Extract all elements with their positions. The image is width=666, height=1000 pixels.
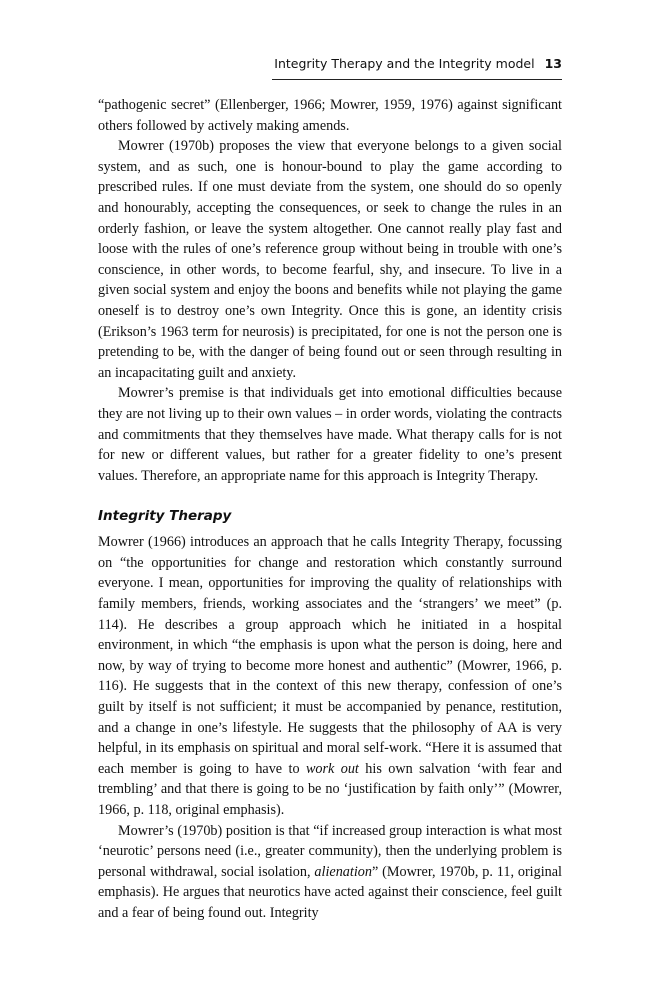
paragraph-5-part-a: Mowrer’s (1970b) position is that “if increased group interaction is what most ‘neurotic’ persons need (i.e., greater community), then the underlying problem is personal withdrawal, social isolation, xyxy=(98,822,562,880)
header-rule xyxy=(272,79,562,80)
running-head xyxy=(98,56,562,71)
page-number: 13 xyxy=(544,56,562,71)
section-heading: Integrity Therapy xyxy=(98,508,232,525)
running-title: Integrity Therapy and the Integrity model xyxy=(274,56,535,71)
paragraph-4-emphasis: work out xyxy=(305,760,359,777)
paragraph-1: “pathogenic secret” (Ellenberger, 1966; Mowrer, 1959, 1976) against significant others followed by actively making amends. xyxy=(98,97,562,134)
paragraph-4-part-a: Mowrer (1966) introduces an approach that he calls Integrity Therapy, focussing on “the opportunities for change and restoration which constantly surround everyone. I mean, opportunities for improving the quality of relationships with family members, friends, working associates and the ‘strangers’ we meet” (p. 114). He describes a group approach which he initiated in a hospital environment, in which “the emphasis is upon what the person is doing, here and now, by way of trying to become more honest and authentic” (Mowrer, 1966, p. 116). He suggests that in the context of this new therapy, confession of one’s guilt by itself is not sufficient; it must be accompanied by penance, restitution, and a change in one’s lifestyle. He suggests that the philosophy of AA is very helpful, in its emphasis on spiritual and moral self-work. “Here it is assumed that each member is going to have to xyxy=(98,534,562,777)
paragraph-4 xyxy=(98,532,562,820)
paragraph-3: Mowrer’s premise is that individuals get into emotional difficulties because they are not living up to their own values – in order words, violating the contracts and commitments that they themselves have made. What therapy calls for is not for new or different values, but rather for a greater fidelity to one’s present values. Therefore, an appropriate name for this approach is Integrity Therapy. xyxy=(98,385,562,484)
paragraph-5-part-b: ” (Mowrer, 1970b, p. 11, original emphasis). He argues that neurotics have acted against their conscience, feel guilt and a fear of being found out. Integrity xyxy=(98,863,562,921)
body-text xyxy=(98,95,562,924)
paragraph-2: Mowrer (1970b) proposes the view that everyone belongs to a given social system, and as such, one is honour-bound to play the game according to prescribed rules. If one must deviate from the system, one should do so openly and honourably, accepting the consequences, or seek to change the rules in an orderly fashion, or leave the system altogether. One cannot really play fast and loose with the rules of one’s reference group without being in trouble with one’s conscience, in other words, to become fearful, shy, and insecure. To live in a given social system and enjoy the boons and benefits while not playing the game oneself is to destroy one’s own Integrity. Once this is gone, an identity crisis (Erikson’s 1963 term for neurosis) is precipitated, for one is not the person one is pretending to be, with the danger of being found out or seen through resulting in an incapacitating guilt and anxiety. xyxy=(98,138,562,381)
paragraph-5-emphasis: alienation xyxy=(314,863,372,880)
paragraph-4-part-b: his own salvation ‘with fear and trembling’ and that there is going to be no ‘justification by faith only’” (Mowrer, 1966, p. 118, original emphasis). xyxy=(98,760,562,818)
paragraph-5 xyxy=(98,821,562,924)
